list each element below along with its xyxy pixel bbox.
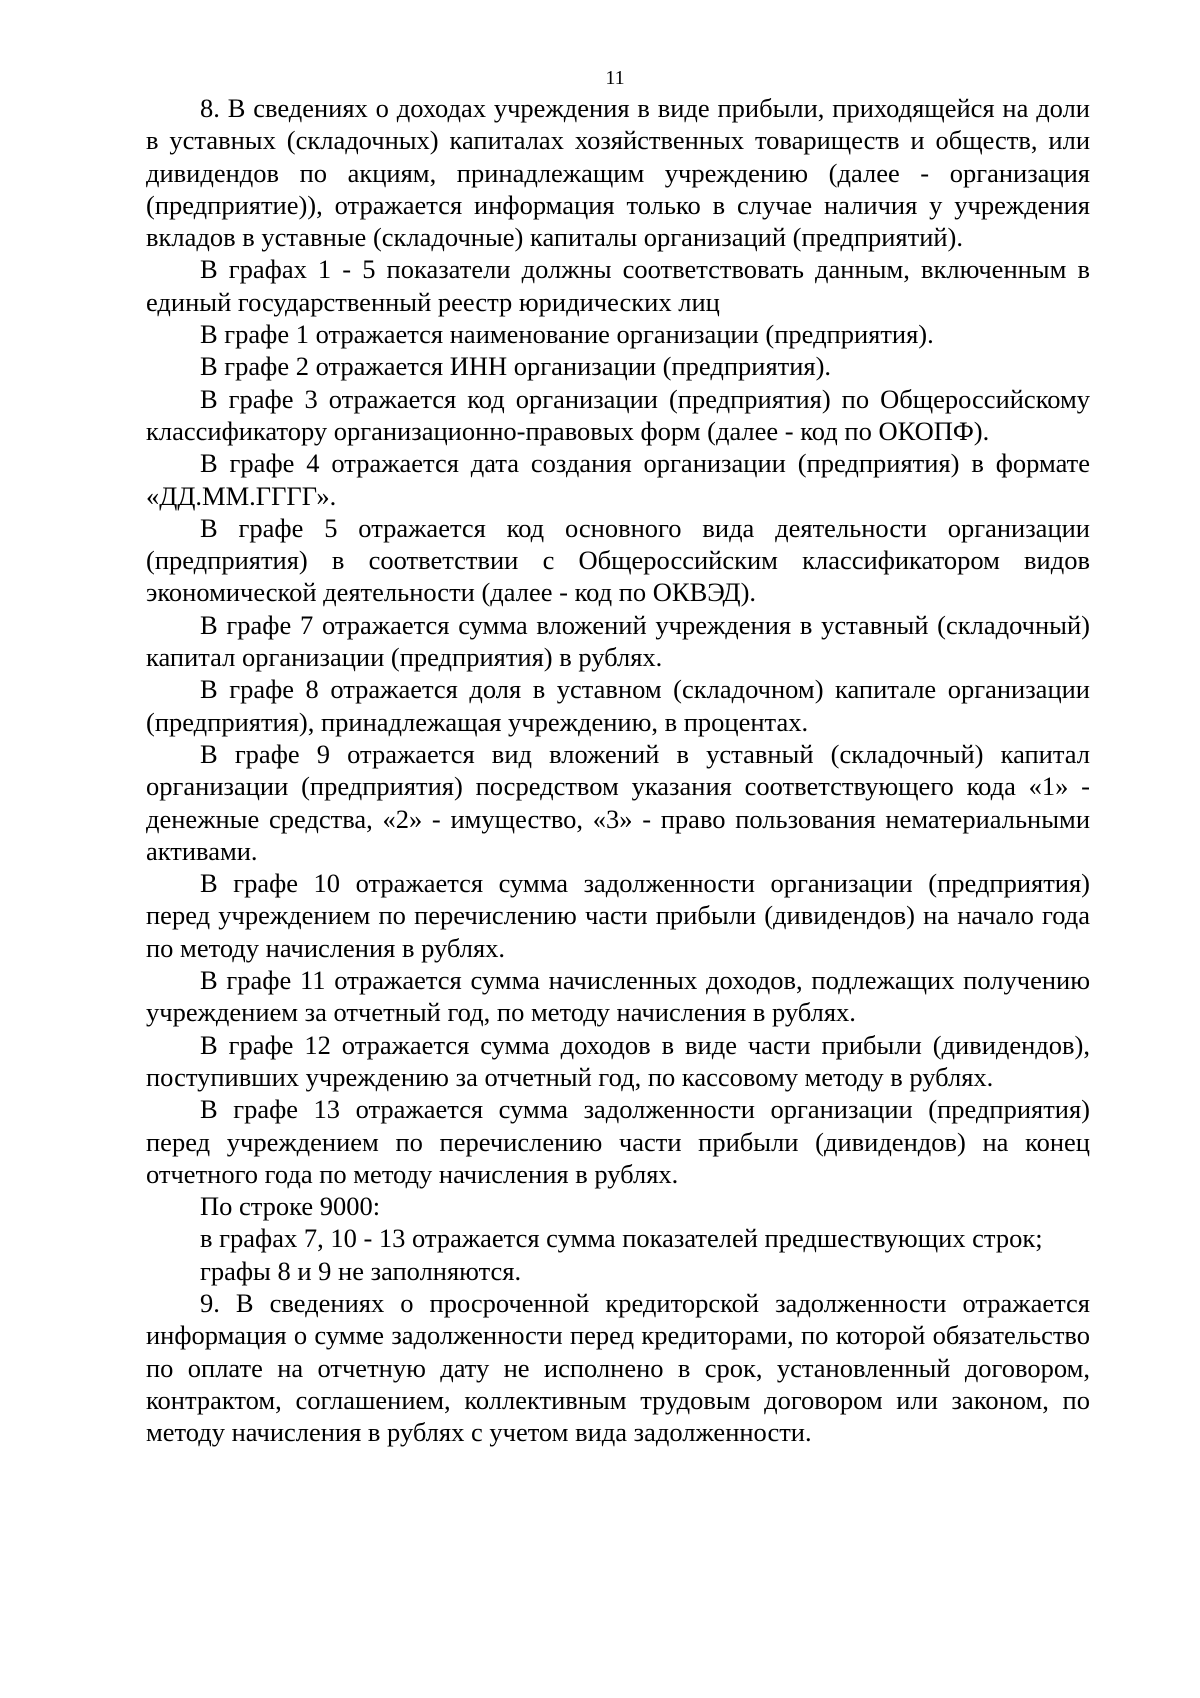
paragraph-column-7: В графе 7 отражается сумма вложений учреждения в уставный (складочный) капитал организации (предприятия) в рублях. [146, 609, 1090, 673]
paragraph-column-10: В графе 10 отражается сумма задолженности организации (предприятия) перед учреждением по перечислению части прибыли (дивидендов) на начало года по методу начисления в рублях. [146, 868, 1090, 963]
paragraph-column-9: В графе 9 отражается вид вложений в уставный (складочный) капитал организации (предприятия) посредством указания соответствующего кода «1» - денежные средства, «2» - имущество, «3» - право пользования нематериальными активами. [146, 738, 1090, 866]
paragraph-column-8: В графе 8 отражается доля в уставном (складочном) капитале организации (предприятия), принадлежащая учреждению, в процентах. [146, 674, 1090, 737]
paragraph-row-9000-columns-empty: графы 8 и 9 не заполняются. [200, 1255, 522, 1286]
paragraph-column-5: В графе 5 отражается код основного вида деятельности организации (предприятия) в соответствии с Общероссийским классификатором видов экономической деятельности (далее - код по ОКВЭД). [146, 512, 1090, 608]
paragraph-row-9000: По строке 9000: [200, 1191, 381, 1222]
paragraph-row-9000-columns-sum: в графах 7, 10 - 13 отражается сумма показателей предшествующих строк; [200, 1223, 1043, 1254]
paragraph-column-12: В графе 12 отражается сумма доходов в виде части прибыли (дивидендов), поступивших учреждению за отчетный год, по кассовому методу в рублях. [146, 1029, 1090, 1092]
paragraph-columns-1-5: В графах 1 - 5 показатели должны соответствовать данным, включенным в единый государственный реестр юридических лиц [146, 254, 1090, 317]
paragraph-column-2: В графе 2 отражается ИНН организации (предприятия). [200, 351, 832, 382]
document-body [146, 92, 1090, 1448]
page-number: 11 [605, 67, 625, 89]
paragraph-section-9-intro: 9. В сведениях о просроченной кредиторской задолженности отражается информация о сумме задолженности перед кредиторами, по которой обязательство по оплате на отчетную дату не исполнено в срок, установленный договором, контрактом, соглашением, коллективным трудовым договором или законом, по методу начисления в рублях с учетом вида задолженности. [146, 1287, 1090, 1448]
paragraph-column-13: В графе 13 отражается сумма задолженности организации (предприятия) перед учреждением по перечислению части прибыли (дивидендов) на конец отчетного года по методу начисления в рублях. [146, 1094, 1090, 1189]
paragraph-section-8-intro: 8. В сведениях о доходах учреждения в виде прибыли, приходящейся на доли в уставных (складочных) капиталах хозяйственных товариществ и обществ, или дивидендов по акциям, принадлежащим учреждению (далее - организация (предприятие)), отражается информация только в случае наличия у учреждения вкладов в уставные (складочные) капиталы организаций (предприятий). [146, 93, 1090, 253]
paragraph-column-1: В графе 1 отражается наименование организации (предприятия). [200, 319, 934, 350]
paragraph-column-4: В графе 4 отражается дата создания организации (предприятия) в формате «ДД.ММ.ГГГГ». [146, 448, 1090, 511]
paragraph-column-11: В графе 11 отражается сумма начисленных доходов, подлежащих получению учреждением за отчетный год, по методу начисления в рублях. [146, 965, 1090, 1028]
paragraph-column-3: В графе 3 отражается код организации (предприятия) по Общероссийскому классификатору организационно-правовых форм (далее - код по ОКОПФ). [146, 383, 1090, 446]
